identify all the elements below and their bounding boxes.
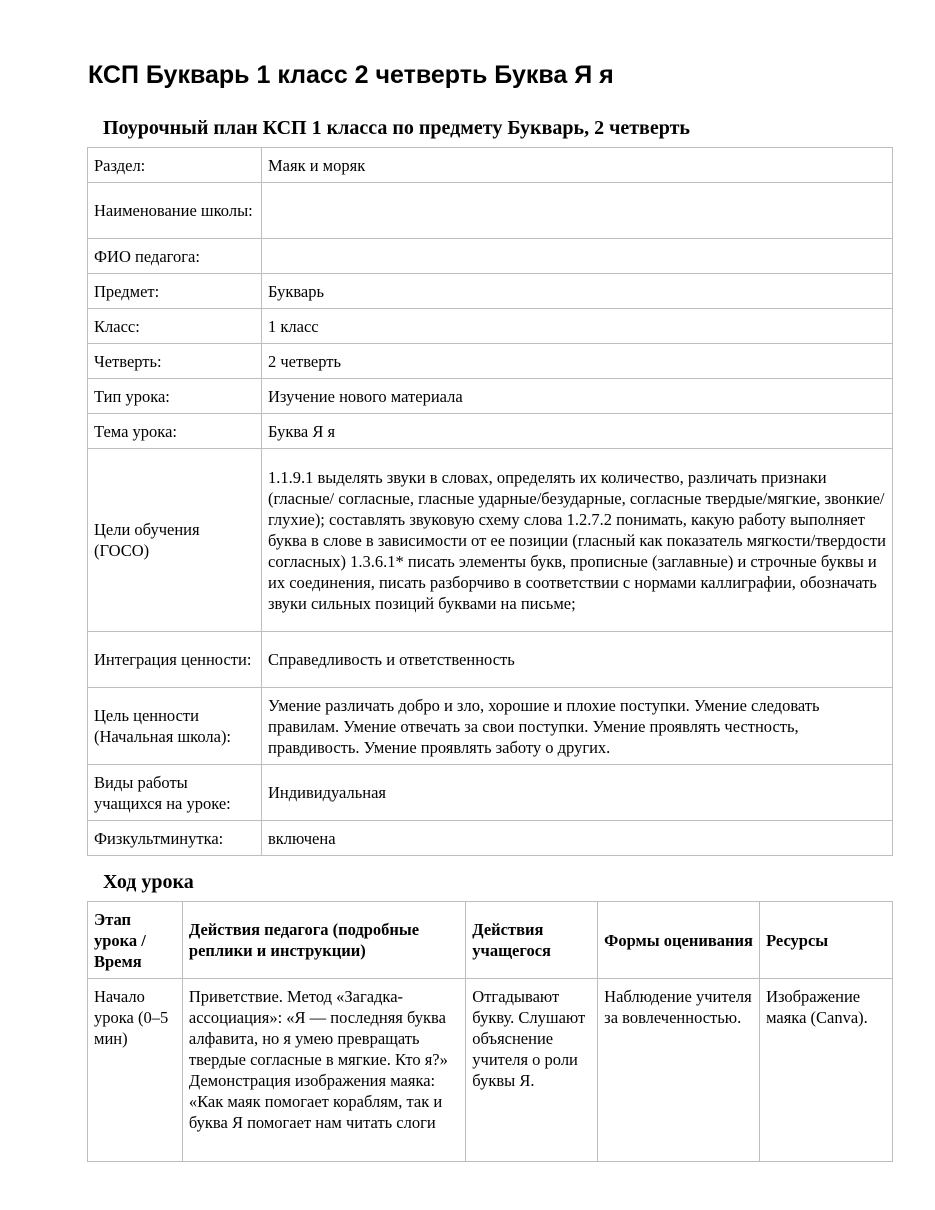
info-value: Справедливость и ответственность xyxy=(262,632,893,688)
info-value: 1 класс xyxy=(262,309,893,344)
table-row xyxy=(88,979,893,1162)
info-value xyxy=(262,183,893,239)
table-row xyxy=(88,632,893,688)
info-value xyxy=(262,239,893,274)
column-header-teacher-actions: Действия педагога (подробные реплики и инструкции) xyxy=(182,902,465,979)
table-row xyxy=(88,379,893,414)
lesson-heading: Ход урока xyxy=(103,871,194,893)
table-row xyxy=(88,274,893,309)
info-value: Изучение нового материала xyxy=(262,379,893,414)
info-label: Физкультминутка: xyxy=(88,821,262,856)
table-header-row xyxy=(88,902,893,979)
lesson-info-table xyxy=(87,147,893,856)
info-value: Умение различать добро и зло, хорошие и плохие поступки. Умение следовать правилам. Умение отвечать за свои поступки. Умение проявлять честность, правдивость. Умение проявлять заботу о других. xyxy=(262,688,893,765)
info-label: Цели обучения (ГОСО) xyxy=(88,449,262,632)
info-value: Индивидуальная xyxy=(262,765,893,821)
cell-student-actions: Отгадывают букву. Слушают объяснение учителя о роли буквы Я. xyxy=(466,979,598,1162)
table-row xyxy=(88,688,893,765)
table-row xyxy=(88,183,893,239)
table-row xyxy=(88,765,893,821)
info-label: Тип урока: xyxy=(88,379,262,414)
info-label: Наименование школы: xyxy=(88,183,262,239)
info-value: 1.1.9.1 выделять звуки в словах, определять их количество, различать признаки (гласные/ согласные, гласные ударные/безударные, согласные твердые/мягкие, звонкие/глухие); составлять звуковую схему слова 1.2.7.2 понимать, какую работу выполняет буква в слове в зависимости от ее позиции (гласный как показатель мягкости/твердости согласных) 1.3.6.1* писать элементы букв, прописные (заглавные) и строчные буквы и их соединения, писать разборчиво в соответствии с нормами каллиграфии, обозначать звуки сильных позиций буквами на письме; xyxy=(262,449,893,632)
plan-heading: Поурочный план КСП 1 класса по предмету Букварь, 2 четверть xyxy=(103,117,690,139)
column-header-resources: Ресурсы xyxy=(760,902,893,979)
info-value: Маяк и моряк xyxy=(262,148,893,183)
column-header-assessment: Формы оценивания xyxy=(598,902,760,979)
table-row xyxy=(88,239,893,274)
info-label: Тема урока: xyxy=(88,414,262,449)
info-value: Букварь xyxy=(262,274,893,309)
info-label: Предмет: xyxy=(88,274,262,309)
table-row xyxy=(88,414,893,449)
cell-stage: Начало урока (0–5 мин) xyxy=(88,979,183,1162)
table-row xyxy=(88,309,893,344)
column-header-stage: Этап урока / Время xyxy=(88,902,183,979)
lesson-progress-table xyxy=(87,901,893,1162)
info-label: ФИО педагога: xyxy=(88,239,262,274)
cell-resources: Изображение маяка (Canva). xyxy=(760,979,893,1162)
table-row xyxy=(88,449,893,632)
table-row xyxy=(88,148,893,183)
info-label: Виды работы учащихся на уроке: xyxy=(88,765,262,821)
table-row xyxy=(88,344,893,379)
page-title: КСП Букварь 1 класс 2 четверть Буква Я я xyxy=(88,61,614,89)
cell-assessment: Наблюдение учителя за вовлеченностью. xyxy=(598,979,760,1162)
info-label: Цель ценности (Начальная школа): xyxy=(88,688,262,765)
info-label: Четверть: xyxy=(88,344,262,379)
info-value: Буква Я я xyxy=(262,414,893,449)
table-row xyxy=(88,821,893,856)
cell-teacher-actions: Приветствие. Метод «Загадка-ассоциация»: «Я — последняя буква алфавита, но я умею превращать твердые согласные в мягкие. Кто я?» Демонстрация изображения маяка: «Как маяк помогает кораблям, так и буква Я помогает нам читать слоги xyxy=(182,979,465,1162)
info-label: Интеграция ценности: xyxy=(88,632,262,688)
info-label: Раздел: xyxy=(88,148,262,183)
info-value: включена xyxy=(262,821,893,856)
column-header-student-actions: Действия учащегося xyxy=(466,902,598,979)
info-label: Класс: xyxy=(88,309,262,344)
info-value: 2 четверть xyxy=(262,344,893,379)
